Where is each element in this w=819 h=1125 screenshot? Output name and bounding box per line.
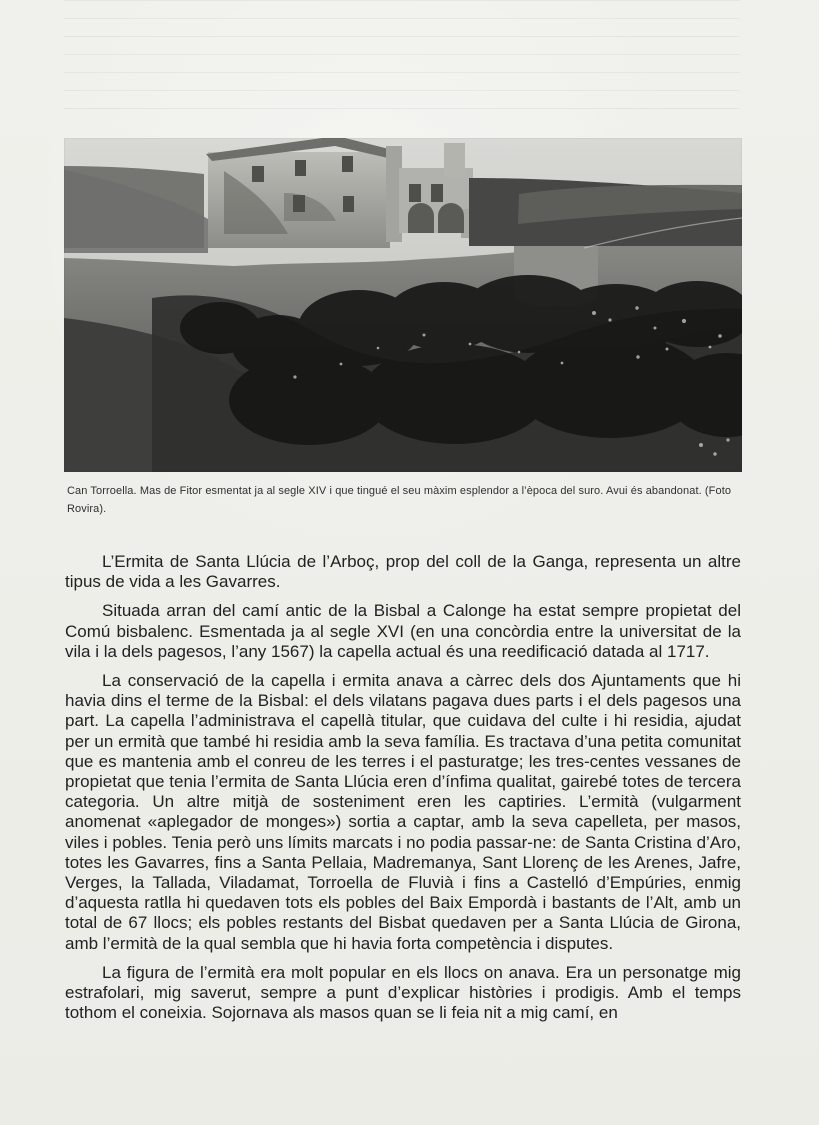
paragraph-2: Situada arran del camí antic de la Bisbal a Calonge ha estat sempre propietat del Comú bisbalenc. Esmentada ja al segle XVI (en una concòrdia entre la universitat de la vila i la dels pagesos, l’any 1567) la capella actual és una reedificació datada al 1717. bbox=[65, 601, 741, 661]
article-body bbox=[65, 552, 741, 1023]
can-torroella-photo bbox=[64, 138, 742, 472]
paragraph-4: La figura de l’ermità era molt popular en els llocs on anava. Era un personatge mig estrafolari, mig saverut, sempre a punt d’explicar històries i prodigis. Amb el temps tothom el coneixia. Sojornava als masos quan se li feia nit a mig camí, en bbox=[65, 962, 741, 1023]
show-through-text-texture bbox=[64, 0, 740, 125]
photo-caption: Can Torroella. Mas de Fitor esmentat ja al segle XIV i que tingué el seu màxim esplendor a l’època del suro. Avui és abandonat. (Foto Rovira). bbox=[67, 485, 732, 515]
paragraph-1: L’Ermita de Santa Llúcia de l’Arboç, prop del coll de la Ganga, representa un altre tipus de vida a les Gavarres. bbox=[65, 552, 741, 592]
paragraph-3: La conservació de la capella i ermita anava a càrrec dels dos Ajuntaments que hi havia dins el terme de la Bisbal: el dels vilatans pagava dues parts i el dels pagesos una part. La capella l’administrava el capellà titular, que cuidava del culte i hi residia, ajudat per un ermità que també hi residia amb la seva família. Es tractava d’una petita comunitat que es mantenia amb el conreu de les terres i el pasturatge; les tres-centes vessanes de propietat que tenia l’ermita de Santa Llúcia eren d’ínfima qualitat, gairebé totes de tercera categoria. Un altre mitjà de sosteniment eren les captiries. L’ermità (vulgarment anomenat «aplegador de monges») sortia a captar, amb la seva capelleta, per masos, viles i pobles. Tenia però uns límits marcats i no podia passar-ne: de Santa Cristina d’Aro, totes les Gavarres, fins a Santa Pellaia, Madremanya, Sant Llorenç de les Arenes, Jafre, Verges, la Tallada, Viladamat, Torroella de Fluvià i fins a Castelló d’Empúries, enmig d’aquesta ratlla hi quedaven tots els pobles del Baix Empordà i bastants de l’Alt, amb un total de 67 llocs; els pobles restants del Bisbat quedaven per a Santa Llúcia de Girona, amb l’ermità de la qual sembla que hi havia forta competència i disputes. bbox=[65, 671, 741, 953]
farmhouse-photo-illustration bbox=[64, 138, 742, 472]
